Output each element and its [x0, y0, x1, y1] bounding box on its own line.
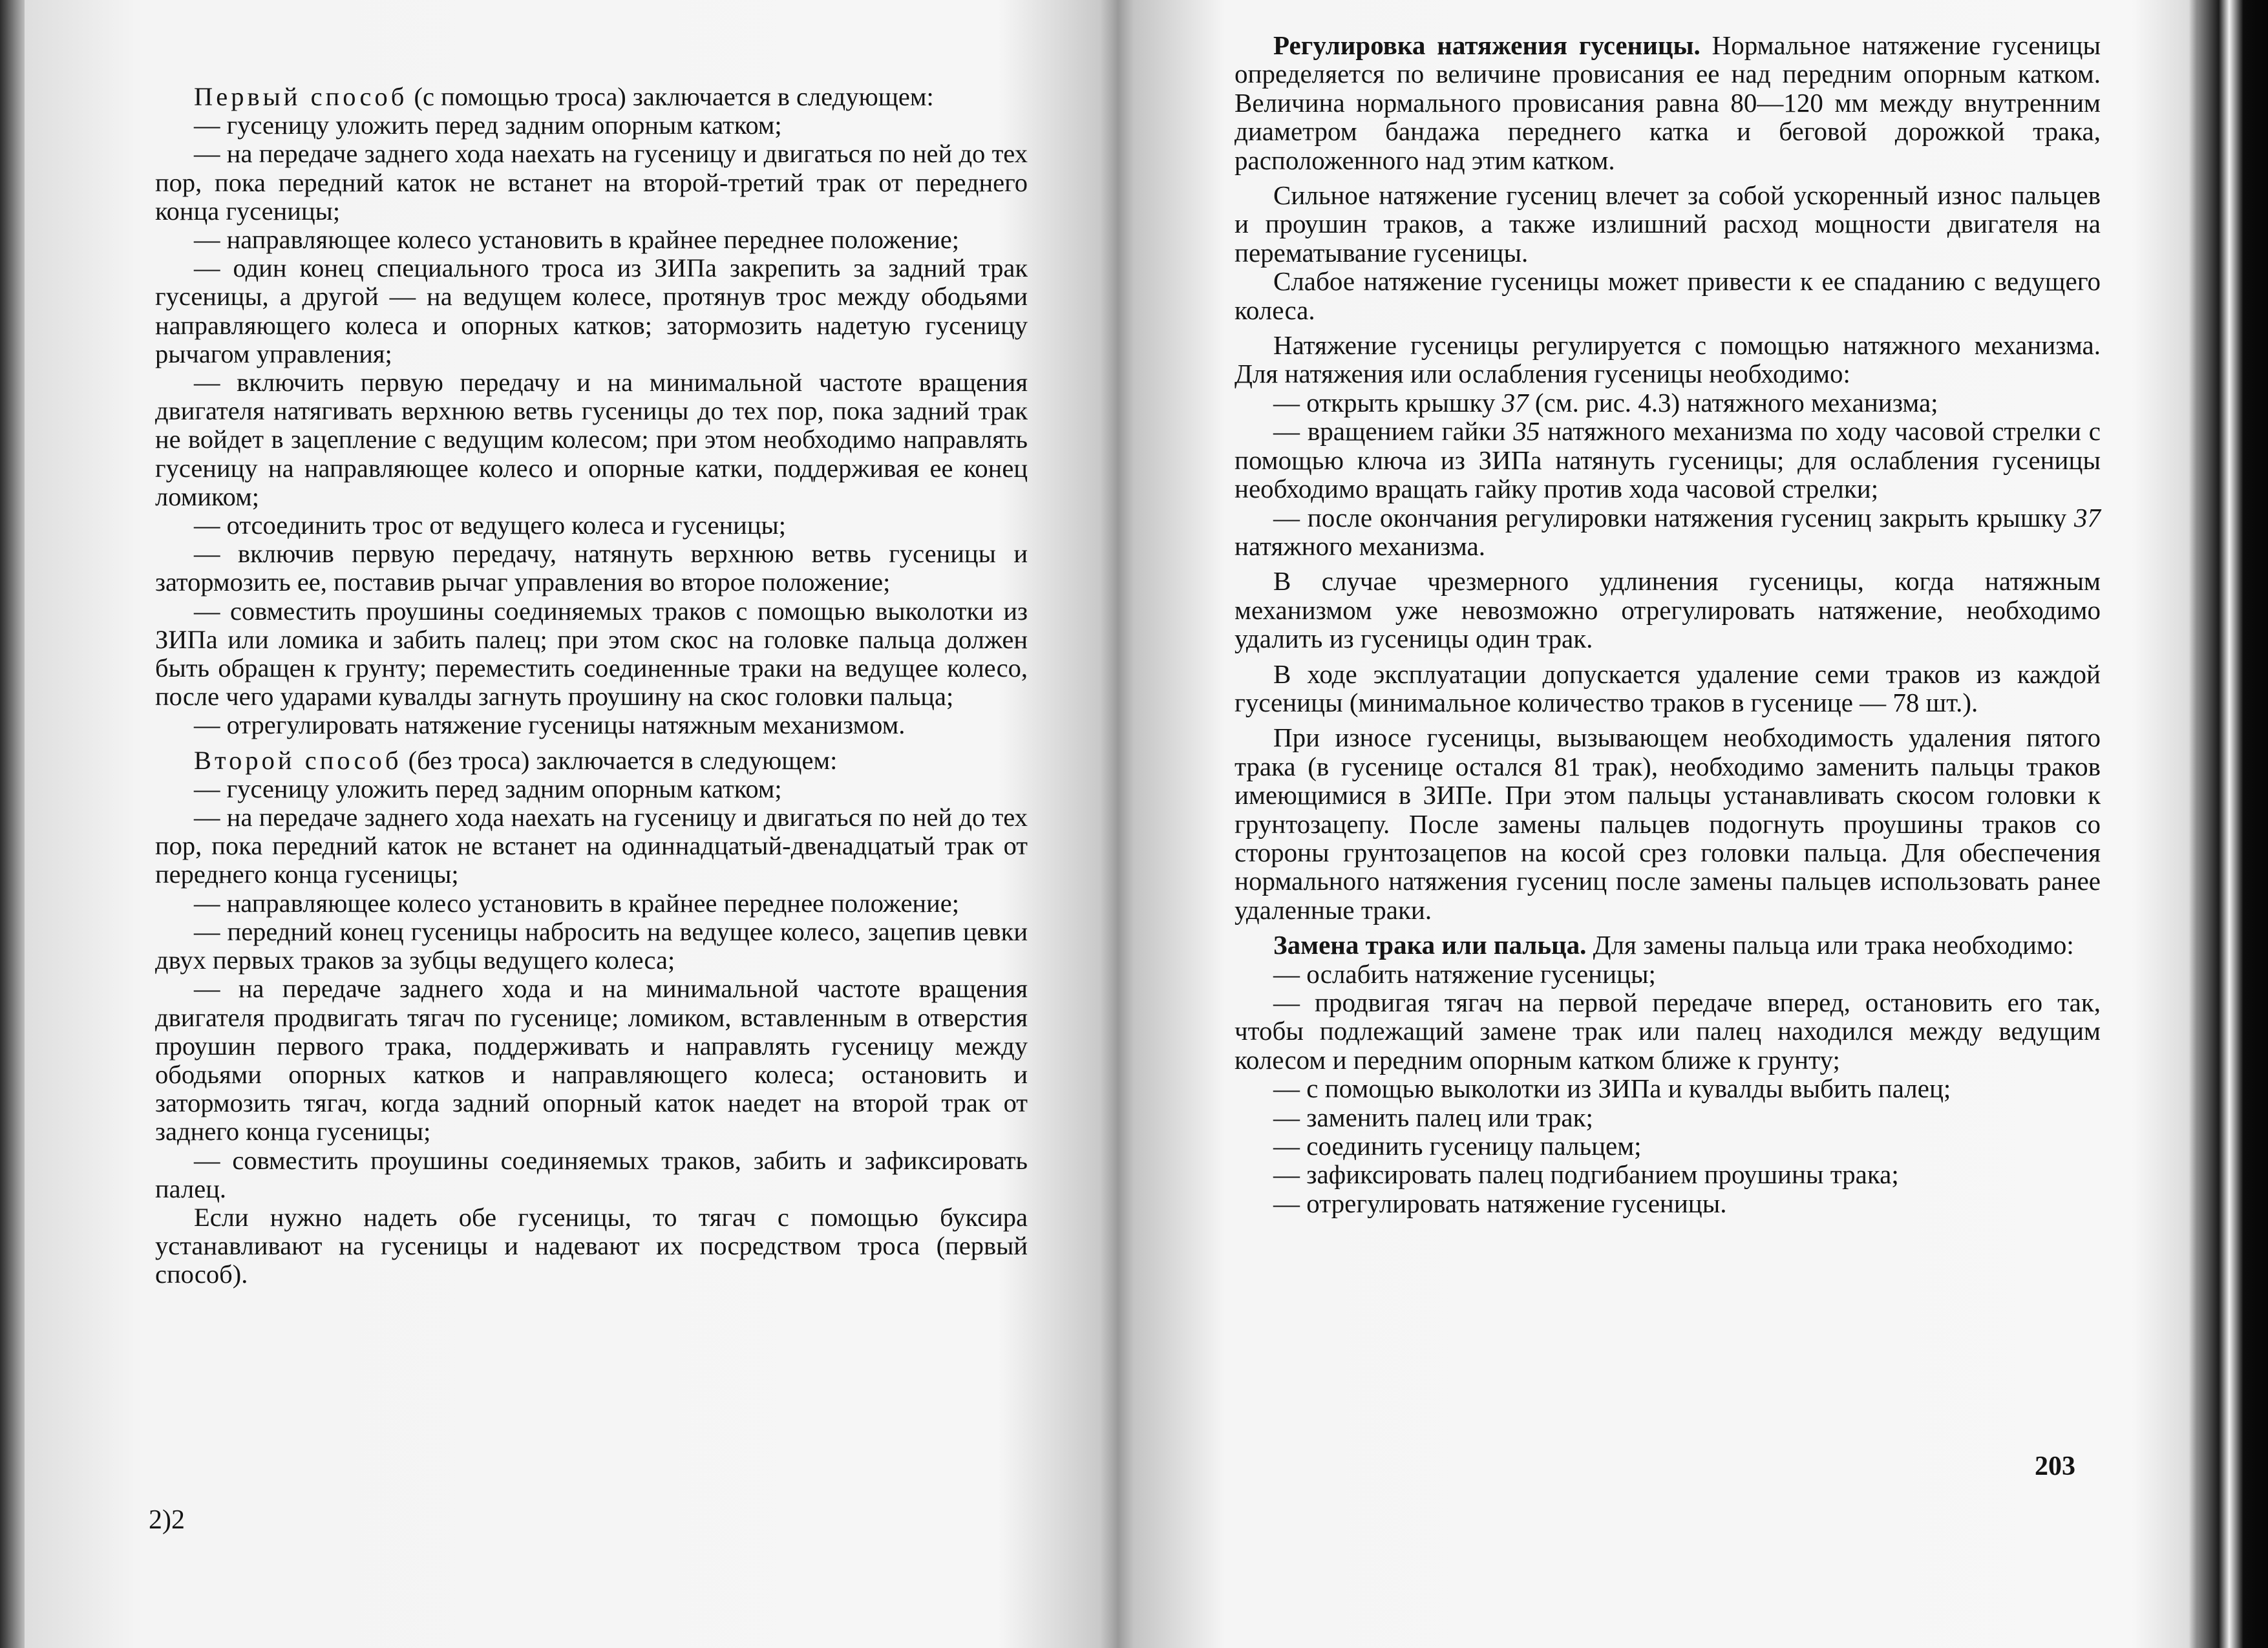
replace-step: — соединить гусеницу пальцем; [1273, 1131, 1642, 1161]
right-page-edge [2198, 0, 2268, 1648]
method1-step: — отсоединить трос от ведущего колеса и гусеницы; [194, 511, 786, 540]
method1-step: — отрегулировать натяжение гусеницы натяжным механизмом. [194, 710, 906, 740]
step-open-cover: — открыть крышку 37 (см. рис. 4.3) натяжного механизма; [1273, 387, 1938, 417]
page-number-left: 2)2 [149, 1505, 185, 1535]
method1-intro: Первый способ (с помощью троса) заключается в следующем: [194, 82, 934, 111]
tension-paragraph: Регулировка натяжения гусеницы. Нормальное натяжение гусеницы определяется по величине провисания ее над передним опорным катком. Величина нормального провисания равна 80—120 мм между внутренним диаметром бандажа переднего катка и беговой дорожкой трака, расположенного над этим катком. [1235, 30, 2101, 175]
strong-tension-paragraph: Сильное натяжение гусениц влечет за собой ускоренный износ пальцев и проушин траков, а также излишний расход мощности двигателя на перематывание гусеницы. [1235, 180, 2101, 268]
method2-step: — на передаче заднего хода наехать на гусеницу и двигаться по ней до тех пор, пока передний каток не встанет на одиннадцатый-двенадцатый трак от переднего конца гусеницы; [155, 803, 1028, 889]
method1-step: — включив первую передачу, натянуть верхнюю ветвь гусеницы и затормозить ее, поставив рычаг управления во второе положение; [155, 539, 1028, 597]
replace-step: — с помощью выколотки из ЗИПа и кувалды выбить палец; [1273, 1073, 1951, 1104]
mechanism-intro: Натяжение гусеницы регулируется с помощью натяжного механизма. Для натяжения или ослабления гусеницы необходимо: [1235, 330, 2101, 389]
replace-step: — ослабить натяжение гусеницы; [1273, 958, 1656, 989]
right-page-text [1235, 31, 2101, 1218]
left-page-edge [0, 0, 25, 1648]
weak-tension-paragraph: Слабое натяжение гусеницы может привести к ее спаданию с ведущего колеса. [1235, 266, 2101, 325]
method1-step: — направляющее колесо установить в крайнее переднее положение; [194, 225, 959, 255]
right-page [1157, 0, 2198, 1648]
left-page [26, 0, 1112, 1648]
method2-label: Второй способ [194, 745, 402, 775]
method2-step: — совместить проушины соединяемых траков, забить и зафиксировать палец. [155, 1145, 1028, 1203]
method2-step: — гусеницу уложить перед задним опорным катком; [194, 774, 782, 803]
method1-step: — один конец специального троса из ЗИПа закрепить за задний трак гусеницы, а другой — на ведущем колесе, протянув трос между ободьями направляющего колеса и опорных катков; затормозить надетую гусеницу рычагом управления; [155, 253, 1028, 368]
method2-intro: Второй способ (без троса) заключается в следующем: [194, 745, 838, 775]
method2-step: — передний конец гусеницы набросить на ведущее колесо, зацепив цевки двух первых траков за зубцы ведущего колеса; [155, 916, 1028, 975]
step-rotate-nut: — вращением гайки 35 натяжного механизма по ходу часовой стрелки с помощью ключа из ЗИПа натянуть гусеницы; для ослабления гусеницы необходимо вращать гайку против хода часовой стрелки; [1235, 416, 2101, 504]
replace-step: — отрегулировать натяжение гусеницы. [1273, 1188, 1727, 1218]
replace-paragraph: Замена трака или пальца. Для замены пальца или трака необходимо: [1273, 930, 2074, 960]
left-page-text [155, 83, 1028, 1289]
method2-step: — направляющее колесо установить в крайнее переднее положение; [194, 888, 959, 918]
replace-step: — заменить палец или трак; [1273, 1102, 1593, 1132]
method1-step: — совместить проушины соединяемых траков с помощью выколотки из ЗИПа или ломика и забить палец; при этом скос на головке пальца должен быть обращен к грунту; переместить соединенные траки на ведущее колесо, после чего ударами кувалды загнуть проушину на скос головки пальца; [155, 596, 1028, 712]
method1-step: — гусеницу уложить перед задним опорным катком; [194, 111, 782, 140]
replace-heading: Замена трака или пальца. [1273, 930, 1587, 960]
wear-paragraph: При износе гусеницы, вызывающем необходимость удаления пятого трака (в гусенице остался 81 трак), необходимо заменить пальцы траков имеющимися в ЗИПе. При этом пальцы устанавливать скосом головки к грунтозацепу. После замены пальцев подогнуть проушины траков со стороны грунтозацепов на косой срез головки пальца. Для обеспечения нормального натяжения гусениц после замены пальцев использовать ранее удаленные траки. [1235, 723, 2101, 925]
replace-step: — продвигая тягач на первой передаче вперед, остановить его так, чтобы подлежащий замене трак или палец находился между ведущим колесом и передним опорным катком ближе к грунту; [1235, 988, 2101, 1075]
elongation-paragraph: В случае чрезмерного удлинения гусеницы, когда натяжным механизмом уже невозможно отрегулировать натяжение, необходимо удалить из гусеницы один трак. [1235, 566, 2101, 654]
method1-step: — включить первую передачу и на минимальной частоте вращения двигателя натягивать верхнюю ветвь гусеницы до тех пор, пока задний трак не войдет в зацепление с ведущим колесом; при этом необходимо направлять гусеницу на направляющее колесо и опорные катки, поддерживая ее конец ломиком; [155, 368, 1028, 511]
method1-step: — на передаче заднего хода наехать на гусеницу и двигаться по ней до тех пор, пока передний каток не встанет на второй-третий трак от переднего конца гусеницы; [155, 139, 1028, 226]
method1-label: Первый способ [194, 82, 408, 111]
removal-paragraph: В ходе эксплуатации допускается удаление семи траков из каждой гусеницы (минимальное количество траков в гусенице — 78 шт.). [1235, 659, 2101, 717]
page-number-right: 203 [2035, 1452, 2075, 1481]
replace-step: — зафиксировать палец подгибанием проушины трака; [1273, 1159, 1899, 1190]
closing-paragraph: Если нужно надеть обе гусеницы, то тягач с помощью буксира устанавливают на гусеницы и надевают их посредством троса (первый способ). [155, 1202, 1028, 1289]
method2-step: — на передаче заднего хода и на минимальной частоте вращения двигателя продвигать тягач по гусенице; ломиком, вставленным в отверстия проушин первого трака, поддерживать и направлять гусеницу между ободьями опорных катков и направляющего колеса; остановить и затормозить тягач, когда задний опорный каток наедет на второй трак от заднего конца гусеницы; [155, 974, 1028, 1146]
tension-heading: Регулировка натяжения гусеницы. [1273, 30, 1701, 60]
step-close-cover: — после окончания регулировки натяжения гусениц закрыть крышку 37 натяжного механизма. [1235, 502, 2101, 561]
